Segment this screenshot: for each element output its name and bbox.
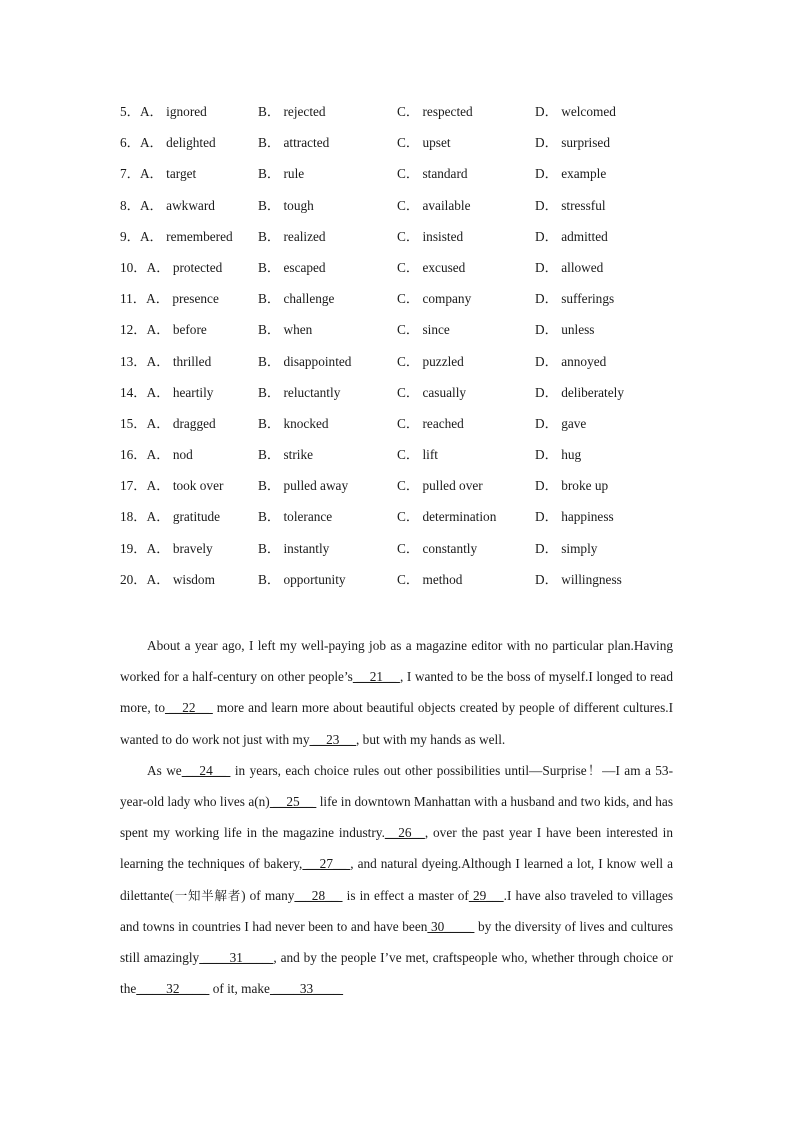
blank-23[interactable]: __23__: [309, 731, 357, 747]
option-c[interactable]: C． since: [397, 322, 450, 338]
option-b[interactable]: B． challenge: [258, 291, 335, 307]
blank-32[interactable]: ____32____: [136, 981, 210, 997]
blank-31[interactable]: ____31____: [199, 950, 274, 966]
option-text: A． ignored: [139, 104, 207, 119]
blank-29[interactable]: 29__: [468, 887, 504, 903]
question-row: [120, 539, 680, 570]
option-text: A． remembered: [139, 228, 233, 244]
question-number: 11．: [120, 291, 147, 307]
option-d[interactable]: D． admitted: [535, 228, 608, 244]
option-c[interactable]: C． puzzled: [397, 353, 464, 369]
question-number: 8．: [120, 197, 140, 213]
option-text: A． presence: [146, 291, 219, 307]
option-text: A． dragged: [146, 415, 216, 431]
option-d[interactable]: D． gave: [535, 415, 587, 431]
option-a[interactable]: [120, 258, 222, 278]
option-d[interactable]: D． unless: [535, 322, 595, 338]
question-number: 16．: [120, 447, 147, 463]
option-b[interactable]: B． opportunity: [258, 571, 346, 587]
blank-26[interactable]: __26__: [384, 825, 425, 841]
option-text: A． bravely: [146, 540, 213, 556]
option-text: A． wisdom: [146, 571, 215, 587]
option-b[interactable]: B． instantly: [258, 540, 330, 556]
option-b[interactable]: B． pulled away: [258, 478, 349, 494]
blank-21[interactable]: __21__: [352, 669, 400, 685]
option-b[interactable]: B． rule: [258, 166, 305, 182]
option-text: A． nod: [146, 447, 193, 463]
question-row: [120, 352, 680, 383]
question-number: 6．: [120, 135, 140, 151]
option-text: A． target: [139, 166, 197, 182]
question-row: [120, 445, 680, 476]
question-row: [120, 507, 680, 538]
question-number: 18．: [120, 509, 147, 525]
question-row: [120, 258, 680, 289]
option-d[interactable]: D． willingness: [535, 571, 622, 587]
option-d[interactable]: D． welcomed: [535, 104, 616, 119]
blank-25[interactable]: __25__: [269, 794, 317, 810]
option-b[interactable]: B． tough: [258, 197, 314, 213]
answer-options-list: [120, 102, 680, 601]
option-d[interactable]: D． allowed: [535, 259, 604, 275]
blank-28[interactable]: __28__: [294, 887, 343, 903]
option-d[interactable]: D． surprised: [535, 135, 610, 151]
option-c[interactable]: C． insisted: [397, 228, 464, 244]
option-text: A． heartily: [146, 384, 214, 400]
option-b[interactable]: B． rejected: [258, 104, 326, 119]
option-a[interactable]: [120, 445, 193, 465]
question-number: 12．: [120, 322, 147, 338]
question-number: 5．: [120, 104, 140, 119]
option-c[interactable]: C． respected: [397, 104, 473, 119]
option-d[interactable]: D． example: [535, 166, 607, 182]
option-a[interactable]: [120, 383, 213, 403]
option-text: A． took over: [146, 478, 224, 494]
question-row: [120, 133, 680, 164]
option-c[interactable]: C． lift: [397, 447, 439, 463]
question-row: [120, 383, 680, 414]
question-number: 15．: [120, 415, 147, 431]
option-b[interactable]: B． reluctantly: [258, 384, 341, 400]
option-a[interactable]: [120, 227, 233, 247]
option-b[interactable]: B． strike: [258, 447, 314, 463]
question-row: [120, 196, 680, 227]
question-number: 9．: [120, 228, 140, 244]
option-c[interactable]: C． excused: [397, 259, 466, 275]
passage-paragraph-2: As we __24__ in years, each choice rules out other possibilities until—Surprise！—I am a 53-year-old lady who lives a(n) __25__ life in downtown Manhattan with a husband and two kids, and has spent my working life in the magazine industry.__26__, over the past year I have been interested in learning the techniques of bakery, __27__ , and natural dyeing.Although I learned a lot, I know well a dilettante(一知半解者) of many __28__ is in effect a master of 29__ .I have also traveled to villages and towns in countries I had never been to and have been 30____ by the diversity of lives and cultures still amazingly ____31____ , and by the people I’ve met, craftspeople who, whether through choice or the ____32____ of it, make ____33____: [120, 762, 673, 997]
option-d[interactable]: D． deliberately: [535, 384, 624, 400]
chinese-gloss: 一知半解者: [173, 887, 242, 903]
question-number: 19．: [120, 540, 147, 556]
option-a[interactable]: [120, 289, 219, 309]
option-d[interactable]: D． simply: [535, 540, 598, 556]
option-a[interactable]: [120, 414, 216, 434]
option-d[interactable]: D． hug: [535, 447, 582, 463]
option-a[interactable]: [120, 570, 215, 590]
question-row: [120, 289, 680, 320]
option-a[interactable]: [120, 133, 216, 153]
option-b[interactable]: B． realized: [258, 228, 326, 244]
option-text: A． before: [146, 322, 207, 338]
option-d[interactable]: D． happiness: [535, 509, 614, 525]
question-number: 17．: [120, 478, 147, 494]
option-c[interactable]: C． upset: [397, 135, 451, 151]
question-number: 13．: [120, 353, 147, 369]
blank-33[interactable]: ____33____: [269, 981, 344, 997]
blank-22[interactable]: __22__: [164, 700, 213, 716]
option-c[interactable]: C． pulled over: [397, 478, 483, 494]
option-c[interactable]: C． method: [397, 571, 463, 587]
option-text: A． delighted: [139, 135, 216, 151]
option-c[interactable]: C． standard: [397, 166, 468, 182]
option-d[interactable]: D． broke up: [535, 478, 609, 494]
option-a[interactable]: [120, 102, 207, 122]
question-row: [120, 320, 680, 351]
option-b[interactable]: B． when: [258, 322, 313, 338]
question-number: 10．: [120, 259, 147, 275]
option-text: A． protected: [146, 259, 223, 275]
option-a[interactable]: [120, 539, 213, 559]
question-row: [120, 476, 680, 507]
option-text: A． thrilled: [146, 353, 212, 369]
blank-24[interactable]: __24__: [181, 762, 231, 778]
option-c[interactable]: C． casually: [397, 384, 467, 400]
option-a[interactable]: [120, 476, 223, 496]
option-b[interactable]: B． escaped: [258, 259, 326, 275]
question-number: 20．: [120, 571, 147, 587]
blank-27[interactable]: __27__: [302, 856, 351, 872]
question-row: [120, 227, 680, 258]
option-b[interactable]: B． knocked: [258, 415, 329, 431]
option-d[interactable]: D． annoyed: [535, 353, 607, 369]
option-text: A． awkward: [139, 197, 215, 213]
option-b[interactable]: B． disappointed: [258, 353, 352, 369]
question-row: [120, 164, 680, 195]
question-row: [120, 414, 680, 445]
option-a[interactable]: [120, 164, 196, 184]
option-d[interactable]: D． sufferings: [535, 291, 615, 307]
option-c[interactable]: C． company: [397, 291, 472, 307]
option-c[interactable]: C． available: [397, 197, 471, 213]
option-b[interactable]: B． tolerance: [258, 509, 333, 525]
option-a[interactable]: [120, 320, 207, 340]
question-row: [120, 102, 680, 133]
option-c[interactable]: C． determination: [397, 509, 497, 525]
option-a[interactable]: [120, 352, 211, 372]
option-c[interactable]: C． constantly: [397, 540, 478, 556]
option-c[interactable]: C． reached: [397, 415, 464, 431]
passage-paragraph-1: About a year ago, I left my well-paying job as a magazine editor with no particular plan.Having worked for a half-century on other people’s __21__ , I wanted to be the boss of myself.I longed to read more, to __22__ more and learn more about beautiful objects created by people of different cultures.I wanted to do work not just with my __23__ , but with my hands as well.: [120, 638, 673, 747]
question-number: 14．: [120, 384, 147, 400]
option-a[interactable]: [120, 507, 220, 527]
question-number: 7．: [120, 166, 140, 182]
option-a[interactable]: [120, 196, 215, 216]
option-d[interactable]: D． stressful: [535, 197, 606, 213]
question-row: [120, 570, 680, 601]
option-b[interactable]: B． attracted: [258, 135, 330, 151]
reading-passage: [120, 630, 673, 1004]
option-text: A． gratitude: [146, 509, 221, 525]
blank-30[interactable]: 30____: [427, 918, 475, 934]
